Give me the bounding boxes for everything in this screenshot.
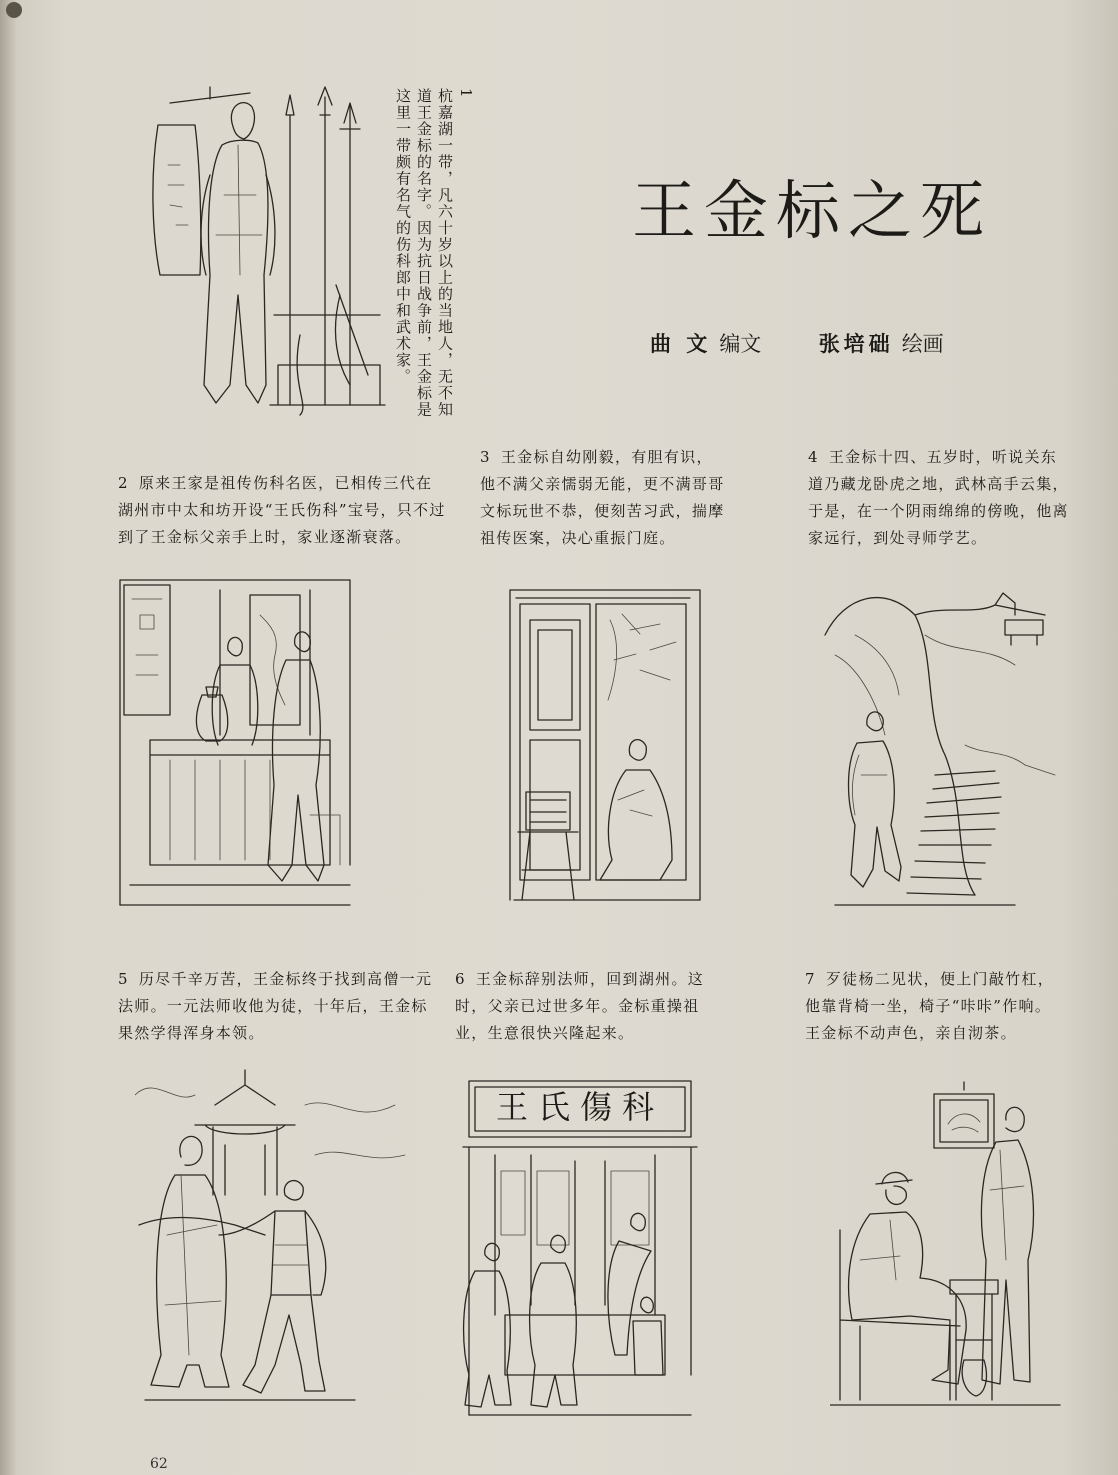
- corner-mark: [6, 2, 22, 18]
- panel-7-illustration: [830, 1080, 1070, 1415]
- panel-5-illustration: [135, 1065, 435, 1410]
- panel-1-caption: [392, 88, 476, 428]
- panel-2-number: 2: [118, 474, 129, 492]
- panel-5-number: 5: [118, 970, 129, 988]
- panel-7-text: 歹徒杨二见状，便上门敲竹杠，他靠背椅一坐，椅子“咔咔”作响。王金标不动声色，亲自沏茶。: [805, 970, 1055, 1042]
- panel-4-number: 4: [808, 448, 819, 466]
- artist-name: 张培础: [818, 331, 894, 356]
- panel-6-number: 6: [455, 970, 466, 988]
- panel-6-caption: [455, 966, 720, 1047]
- shop-sign-text: 王氏傷科: [495, 1088, 664, 1126]
- page-number: 62: [150, 1456, 168, 1472]
- artist-role: 绘画: [901, 332, 944, 356]
- panel-3-number: 3: [480, 448, 491, 466]
- story-title: 王金标之死: [632, 175, 992, 249]
- panel-2-text: 原来王家是祖传伤科名医，已相传三代在湖州市中太和坊开设“王氏伤科”宝号，只不过到了王金标父亲手上时，家业逐渐衰落。: [118, 474, 446, 546]
- writer-role: 编文: [719, 332, 762, 356]
- credits: [650, 328, 944, 358]
- panel-5-caption: [118, 966, 438, 1047]
- writer-name: 曲 文: [650, 331, 712, 356]
- panel-2-illustration: [110, 565, 360, 925]
- panel-1-number: 1: [457, 88, 475, 100]
- panel-1-text: 杭嘉湖一带，凡六十岁以上的当地人，无不知道王金标的名字。因为抗日战争前，王金标是这里一带颇有名气的伤科郎中和武术家。: [394, 88, 454, 418]
- panel-4-illustration: [815, 575, 1070, 915]
- panel-4-caption: [808, 444, 1070, 552]
- panel-4-text: 王金标十四、五岁时，听说关东道乃藏龙卧虎之地，武林高手云集，于是，在一个阴雨绵绵的傍晚，他离家远行，到处寻师学艺。: [808, 448, 1069, 547]
- panel-7-caption: [805, 966, 1067, 1047]
- panel-3-text: 王金标自幼刚毅，有胆有识，他不满父亲懦弱无能，更不满哥哥文标玩世不恭，便刻苦习武，揣摩祖传医案，决心重振门庭。: [480, 448, 725, 547]
- panel-1-illustration: [140, 85, 390, 420]
- panel-5-text: 历尽千辛万苦，王金标终于找到高僧一元法师。一元法师收他为徒，十年后，王金标果然学得浑身本领。: [118, 970, 433, 1042]
- panel-6-text: 王金标辞别法师，回到湖州。这时，父亲已过世多年。金标重操祖业，生意很快兴隆起来。: [455, 970, 705, 1042]
- panel-3-caption: [480, 444, 725, 552]
- panel-3-illustration: [500, 580, 710, 910]
- panel-2-caption: [118, 470, 448, 551]
- page-binding: [0, 0, 16, 1475]
- panel-7-number: 7: [805, 970, 816, 988]
- panel-6-illustration: [455, 1075, 705, 1420]
